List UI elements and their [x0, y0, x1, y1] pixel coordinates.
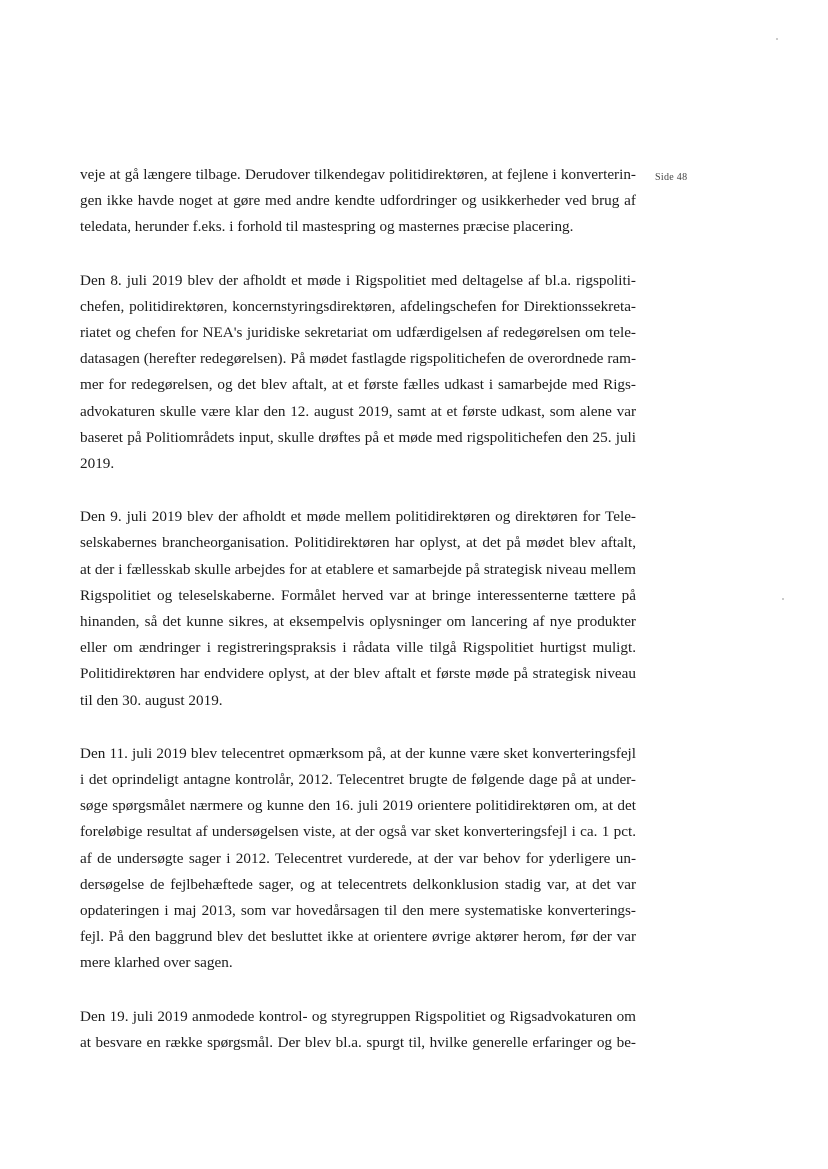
- text-line: søge spørgsmålet nærmere og kunne den 16. juli 2019 orientere politidirektøren om, at det: [80, 797, 636, 815]
- text-line: af de undersøgte sager i 2012. Telecentret vurderede, at der var behov for yderligere un-: [80, 849, 636, 867]
- text-line: Rigspolitiet og teleselskaberne. Formålet herved var at bringe interessenterne tættere på: [80, 586, 636, 604]
- text-line: 2019.: [80, 455, 115, 473]
- text-line: Den 9. juli 2019 blev der afholdt et møde mellem politidirektøren og direktøren for Tele-: [80, 508, 636, 526]
- text-line: hinanden, så det kunne sikres, at eksempelvis oplysninger om lancering af nye produkter: [80, 613, 636, 631]
- text-line: Politidirektøren har endvidere oplyst, at der blev aftalt et første møde på strategisk niveau: [80, 665, 636, 683]
- text-line: advokaturen skulle være klar den 12. august 2019, samt at et første udkast, som alene var: [80, 402, 636, 420]
- text-line: mer for redegørelsen, og det blev aftalt, at et første fælles udkast i samarbejde med Rigs-: [80, 376, 636, 394]
- text-line: selskabernes brancheorganisation. Politidirektøren har oplyst, at det på mødet blev aftalt,: [80, 534, 636, 552]
- page-number: Side 48: [655, 172, 688, 183]
- text-line: eller om ændringer i registreringspraksis i rådata ville tilgå Rigspolitiet hurtigst muligt.: [80, 639, 636, 657]
- text-line: opdateringen i maj 2013, som var hovedårsagen til den mere systematiske konverterings-: [80, 902, 636, 920]
- paragraph-3: [80, 504, 636, 714]
- text-line: at besvare en række spørgsmål. Der blev bl.a. spurgt til, hvilke generelle erfaringer og be-: [80, 1033, 636, 1051]
- text-line: i det oprindeligt antagne kontrolår, 2012. Telecentret brugte de følgende dage på at under-: [80, 771, 636, 789]
- text-line: fejl. På den baggrund blev det besluttet ikke at orientere øvrige aktører herom, før der var: [80, 928, 636, 946]
- text-line: Den 19. juli 2019 anmodede kontrol- og styregruppen Rigspolitiet og Rigsadvokaturen om: [80, 1007, 636, 1025]
- body-text: [80, 162, 636, 1083]
- paragraph-1: [80, 162, 636, 241]
- scan-speck: [782, 598, 784, 600]
- text-line: chefen, politidirektøren, koncernstyringsdirektøren, afdelingschefen for Direktionssekreta-: [80, 297, 636, 315]
- scan-speck: [776, 38, 778, 40]
- text-line: foreløbige resultat af undersøgelsen viste, at der også var sket konverteringsfejl i ca. 1 pct.: [80, 823, 636, 841]
- text-line: datasagen (herefter redegørelsen). På mødet fastlagde rigspolitichefen de overordnede ram-: [80, 350, 636, 368]
- paragraph-4: [80, 741, 636, 977]
- text-line: veje at gå længere tilbage. Derudover tilkendegav politidirektøren, at fejlene i konverterin-: [80, 166, 636, 183]
- text-line: gen ikke havde noget at gøre med andre kendte udfordringer og usikkerheder ved brug af: [80, 192, 636, 210]
- paragraph-5: [80, 1004, 636, 1056]
- text-line: dersøgelse de fejlbehæftede sager, og at telecentrets delkonklusion stadig var, at det var: [80, 875, 636, 893]
- text-line: teledata, herunder f.eks. i forhold til mastespring og masternes præcise placering.: [80, 218, 574, 236]
- text-line: mere klarhed over sagen.: [80, 954, 233, 972]
- text-line: Den 8. juli 2019 blev der afholdt et møde i Rigspolitiet med deltagelse af bl.a. rigspoliti-: [80, 271, 636, 289]
- text-line: riatet og chefen for NEA's juridiske sekretariat om udfærdigelsen af redegørelsen om tele-: [80, 324, 636, 342]
- text-line: baseret på Politiområdets input, skulle drøftes på et møde med rigspolitichefen den 25. juli: [80, 428, 636, 446]
- text-line: at der i fællesskab skulle arbejdes for at etablere et samarbejde på strategisk niveau mellem: [80, 560, 636, 578]
- text-line: til den 30. august 2019.: [80, 691, 223, 709]
- paragraph-2: [80, 268, 636, 478]
- text-line: Den 11. juli 2019 blev telecentret opmærksom på, at der kunne være sket konverteringsfejl: [80, 744, 636, 762]
